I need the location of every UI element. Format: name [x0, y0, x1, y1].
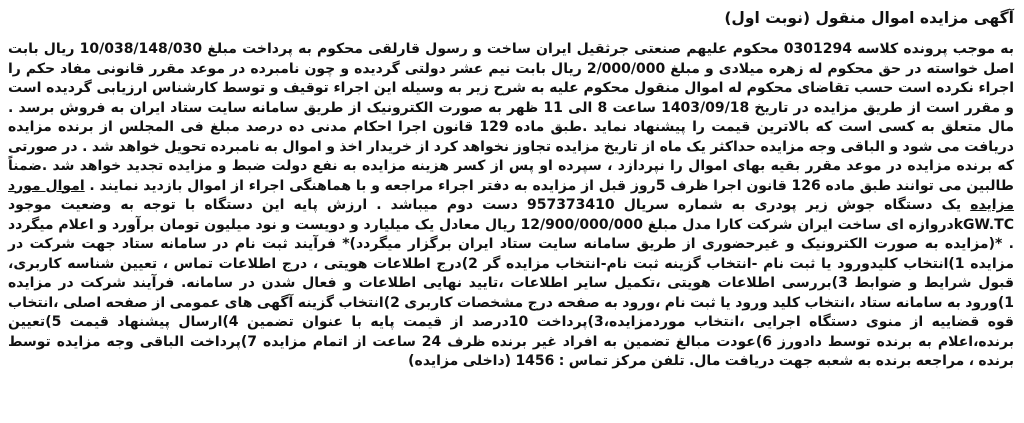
- notice-body-part-1: به موجب پرونده کلاسه 0301294 محکوم علیهم صنعتی جرثقیل ایران ساخت و رسول قارلقی محکوم به پرداخت مبلغ 10/038/148/030 ریال بابت اصل خواسته در حق محکوم له زهره میلادی و مبلغ 2/000/000 ریال بابت نیم عشر دولتی گردیده و چون نامبرده در موعد مقرر قانونی مفاد حکم را اجراء نکرده است حسب تقاضای محکوم له اموال منقول محکوم علیه به شرح زیر به وسیله این اجراء توقیف و توسط کارشناس ارزیابی گردیده است و مقرر است از طریق مزایده در تاریخ 1403/09/18 ساعت 8 الی 11 ظهر به صورت الکترونیک از طریق سامانه سایت ستاد ایران به فروش برسد . مال متعلق به کسی است که بالاترین قیمت را پیشنهاد نماید .طبق ماده 129 قانون اجرا احکام مدنی ده درصد مبلغ فی المجلس از برنده مزایده دریافت می شود و الباقی وجه مزایده حداکثر یک ماه از تاریخ مزایده تجاوز نخواهد کرد از خریدار اخذ و اموال به نامبرده تحویل خواهد شد . در صورتی که برنده مزایده در موعد مقرر بقیه بهای اموال را نپردازد ، سپرده او پس از کسر هزینه مزایده به نفع دولت ضبط و مزایده تجدید خواهد شد .ضمناً طالبین می توانند طبق ماده 126 قانون اجرا ظرف 5روز قبل از مزایده به دفتر اجراء مراجعه و با هماهنگی اجراء از اموال بازدید نمایند .: [8, 41, 1015, 194]
- notice-body-part-2: یک دستگاه جوش زیر پودری به شماره سریال 957373410 دست دوم میباشد . ارزش پایه این دستگاه با توجه به وضعیت موجود kGW.TCدروازه ای ساخت ایران شرکت کارا مدل مبلغ 12/900/000/000 ریال معادل یک میلیارد و دویست و نود میلیون تومان برآورد و اعلام میگردد . *(مزایده به صورت الکترونیک و غیرحضوری از طریق سامانه سایت ستاد ایران برگزار میگردد)* فرآیند ثبت نام در سامانه ستاد جهت شرکت در مزایده 1)انتخاب کلیدورود یا ثبت نام -انتخاب گزینه ثبت نام-انتخاب مزایده گر 2)درج اطلاعات هویتی ، درج اطلاعات تماس ، تعیین شناسه کاربری، قبول شرایط و ضوابط 3)بررسی اطلاعات هویتی ،تکمیل سایر اطلاعات ،تایید نهایی اطلاعات و فعال شدن در سامانه. فرآیند شرکت در مزایده 1)ورود به سامانه ستاد ،انتخاب کلید ورود یا ثبت نام ،ورود به صفحه درج مشخصات کاربری 2)انتخاب گزینه آگهی های عمومی از صفحه اصلی ،انتخاب قوه قضاییه از منوی دستگاه اجرایی ،انتخاب موردمزایده،3)پرداخت 10درصد از قیمت پایه با عنوان تضمین 4)ارسال پیشنهاد قیمت 5)تعیین برنده،اعلام به برنده توسط دادورز 6)عودت مبالغ تضمین به افراد غیر برنده ظرف 24 ساعت از اتمام مزایده 7)پرداخت الباقی وجه مزایده توسط برنده ، مراجعه برنده به شعبه جهت دریافت مال. تلفن مرکز تماس : 1456 (داخلی مزایده): [8, 197, 1015, 369]
- auctioned-items-heading: اموال مورد مزایده: [8, 177, 1014, 213]
- notice-body: [8, 40, 1014, 372]
- notice-title: آگهی مزایده اموال منقول (نوبت اول): [724, 9, 1014, 27]
